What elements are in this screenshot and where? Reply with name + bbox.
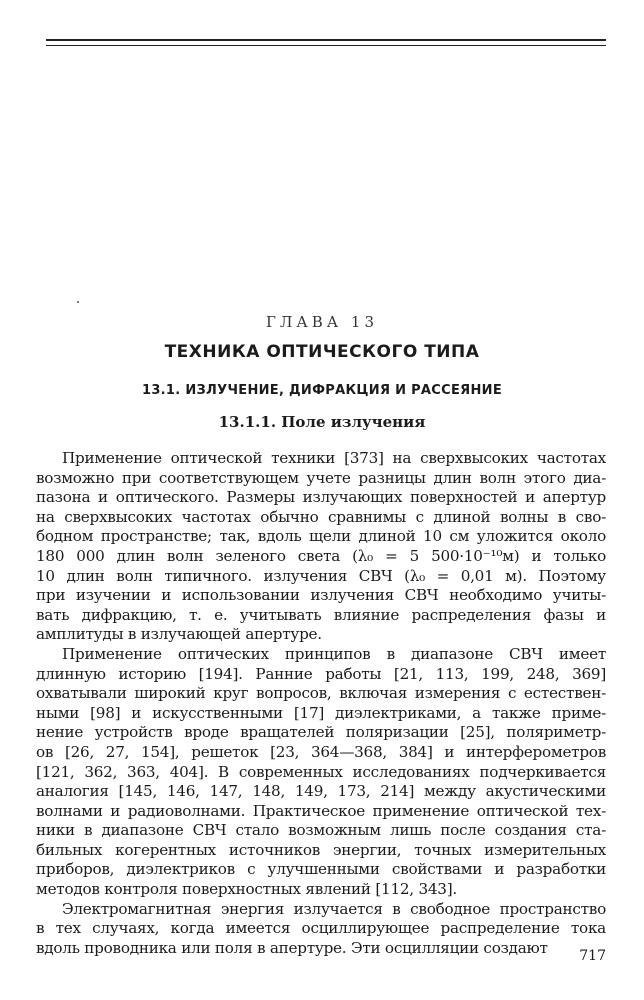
text-line: в тех случаях, когда имеется осциллирующее распределение тока <box>36 919 606 938</box>
text-line: охватывали широкий круг вопросов, включая измерения с естествен- <box>36 684 606 703</box>
text-line: вдоль проводника или поля в апертуре. Эти осцилляции создают <box>36 938 548 957</box>
text-line: ники в диапазоне СВЧ стало возможным лишь после создания ста- <box>36 821 606 840</box>
scan-speck <box>77 301 79 303</box>
text-line: [121, 362, 363, 404]. В современных исследованиях подчеркивается <box>36 762 606 781</box>
text-line: волнами и радиоволнами. Практическое применение оптической тех- <box>36 801 606 820</box>
text-line: Электромагнитная энергия излучается в свободное пространство <box>62 899 606 918</box>
text-line: возможно при соответствующем учете разницы длин волн этого диа- <box>36 468 606 487</box>
section-title: 13.1. ИЗЛУЧЕНИЕ, ДИФРАКЦИЯ И РАССЕЯНИЕ <box>141 383 502 398</box>
text-line: при изучении и использовании излучения СВЧ необходимо учиты- <box>36 586 606 605</box>
paragraph <box>36 900 606 959</box>
paragraph <box>36 645 606 900</box>
text-line: бодном пространстве; так, вдоль щели длиной 10 см уложится около <box>36 527 606 546</box>
subsection-title: 13.1.1. Поле излучения <box>218 413 426 431</box>
text-line: пазона и оптического. Размеры излучающих поверхностей и апертур <box>36 488 606 507</box>
text-line: вать дифракцию, т. е. учитывать влияние распределения фазы и <box>36 605 606 624</box>
top-rule <box>46 39 606 41</box>
text-line: ов [26, 27, 154], решеток [23, 364—368, 384] и интерферометров <box>36 742 606 761</box>
text-line: на сверхвысоких частотах обычно сравнимы с длиной волны в сво- <box>36 507 606 526</box>
top-rule-thin <box>46 45 606 46</box>
page-number: 717 <box>579 948 606 964</box>
chapter-title: ТЕХНИКА ОПТИЧЕСКОГО ТИПА <box>164 342 480 362</box>
text-line: ными [98] и искусственными [17] диэлектриками, а также приме- <box>36 703 606 722</box>
text-line: аналогия [145, 146, 147, 148, 149, 173, 214] между акустическими <box>36 782 606 801</box>
text-line: методов контроля поверхностных явлений [112, 343]. <box>36 880 457 899</box>
text-line: длинную историю [194]. Ранние работы [21, 113, 199, 248, 369] <box>36 664 606 683</box>
text-line: амплитуды в излучающей апертуре. <box>36 625 322 644</box>
paragraph <box>36 449 606 645</box>
text-line: Применение оптической техники [373] на сверхвысоких частотах <box>62 449 606 467</box>
text-line: 10 длин волн типичного. излучения СВЧ (λ₀ = 0,01 м). Поэтому <box>36 566 606 585</box>
body-text <box>36 449 606 958</box>
text-line: бильных когерентных источников энергии, точных измерительных <box>36 840 606 859</box>
chapter-label: ГЛАВА 13 <box>265 313 379 331</box>
text-line: приборов, диэлектриков с улучшенными свойствами и разработки <box>36 860 606 879</box>
text-line: нение устройств вроде вращателей поляризации [25], поляриметр- <box>36 723 606 742</box>
text-line: Применение оптических принципов в диапазоне СВЧ имеет <box>62 644 606 663</box>
text-line: 180 000 длин волн зеленого света (λ₀ = 5 500·10⁻¹⁰м) и только <box>36 546 606 565</box>
